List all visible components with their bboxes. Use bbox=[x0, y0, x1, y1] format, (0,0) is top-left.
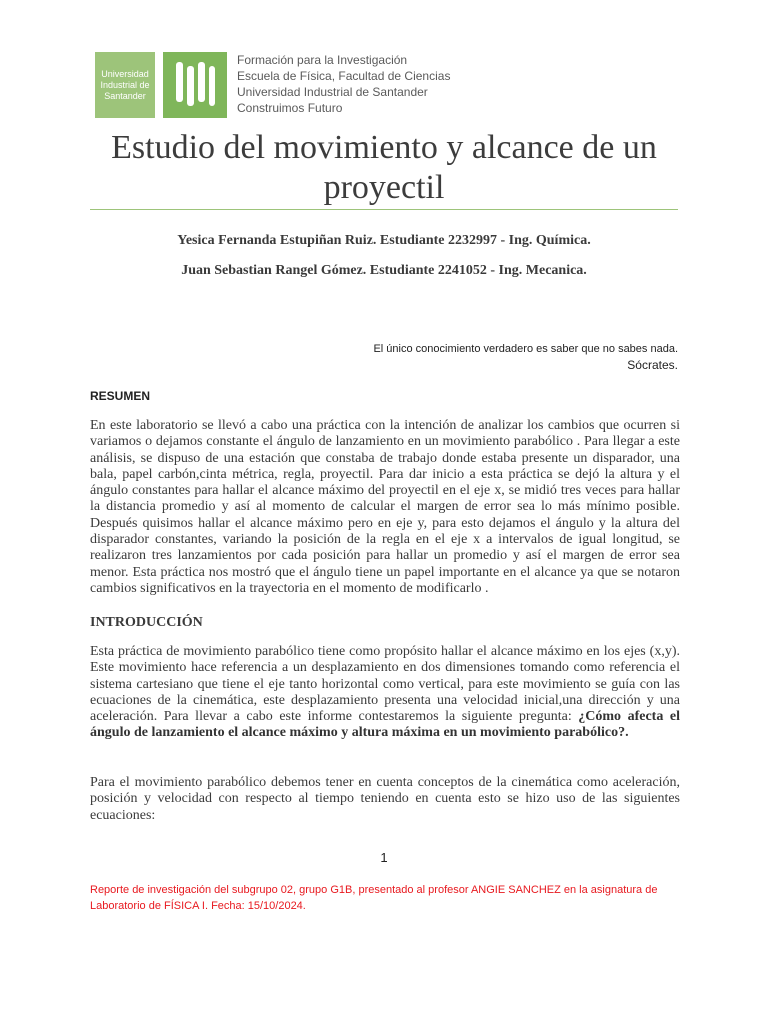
abstract-paragraph: En este laboratorio se llevó a cabo una práctica con la intención de analizar los cambios que ocurren si variamos o dejamos constante el ángulo de lanzamiento en un movimiento parabólico . Para llegar a este análisis, se dispuso de una estación que constaba de trabajo donde estaba presente un disparador, una bala, papel carbón,cinta métrica, regla, proyectil. Para dar inicio a esta práctica se dejó la altura y el ángulo constantes para hallar el alcance máximo del proyectil en el eje x, se midió tres veces para hallar la distancia promedio y así al momento de calcular el margen de error sea lo más mínimo posible. Después quisimos hallar el alcance máximo pero en eje y, para esto dejamos el ángulo y la altura del disparador constantes, variando la posición de la regla en el eje x a intervalos de igual longitud, se realizaron tres lanzamientos por cada posición para hallar un promedio y así el margen de error sea menor. Esta práctica nos mostró que el ángulo tiene un papel importante en el alcance ya que se notaron cambios significativos en la trayectoria en el momento de modificarlo . bbox=[90, 418, 680, 596]
research-question: ¿Cómo afecta el ángulo de lanzamiento el alcance máximo y altura máxima en un movimiento parabólico?. bbox=[90, 709, 680, 741]
uis-logo bbox=[163, 52, 227, 118]
header-line: Universidad Industrial de Santander bbox=[237, 85, 428, 99]
intro-text: Esta práctica de movimiento parabólico tiene como propósito hallar el alcance máximo en los ejes (x,y). Este movimiento hace referencia a un desplazamiento en dos dimensiones tomando como referencia el sistema cartesiano que tiene el eje tanto horizontal como vertical, para este movimiento se guía con las ecuaciones de la cinemática, este desplazamiento presenta una velocidad inicial,una dirección y una aceleración. Para llevar a cabo este informe contestaremos la siguiente pregunta: bbox=[90, 644, 680, 725]
institution-header bbox=[237, 52, 450, 116]
header-line: Construimos Futuro bbox=[237, 101, 343, 115]
section-heading-introduccion: INTRODUCCIÓN bbox=[90, 615, 203, 630]
intro-paragraph-2: Para el movimiento parabólico debemos tener en cuenta conceptos de la cinemática como aceleración, posición y velocidad con respecto al tiempo teniendo en cuenta esto se hizo uso de las siguientes ecuaciones: bbox=[90, 775, 680, 823]
report-footer: Reporte de investigación del subgrupo 02, grupo G1B, presentado al profesor ANGIE SANCHEZ en la asignatura de Laboratorio de FÍSICA I. Fecha: 15/10/2024. bbox=[90, 884, 658, 912]
logo-text-line: Industrial de bbox=[100, 79, 150, 90]
epigraph-quote: El único conocimiento verdadero es saber que no sabes nada. bbox=[373, 343, 678, 355]
logo-text-line: Santander bbox=[104, 90, 146, 101]
header-line: Formación para la Investigación bbox=[237, 53, 408, 67]
title-divider bbox=[90, 209, 678, 210]
title-line: proyectil bbox=[323, 169, 445, 206]
header-line: Escuela de Física, Facultad de Ciencias bbox=[237, 69, 451, 83]
document-title bbox=[40, 128, 728, 208]
section-heading-resumen: RESUMEN bbox=[90, 389, 151, 403]
author-line: Juan Sebastian Rangel Gómez. Estudiante 2241052 - Ing. Mecanica. bbox=[181, 263, 587, 278]
page-number: 1 bbox=[380, 850, 388, 865]
university-logo bbox=[95, 52, 155, 118]
intro-paragraph bbox=[90, 644, 680, 742]
epigraph-author: Sócrates. bbox=[627, 358, 678, 372]
author-line: Yesica Fernanda Estupiñan Ruiz. Estudiante 2232997 - Ing. Química. bbox=[177, 233, 591, 248]
title-line: Estudio del movimiento y alcance de un bbox=[111, 129, 657, 166]
logo-text-line: Universidad bbox=[101, 68, 149, 79]
